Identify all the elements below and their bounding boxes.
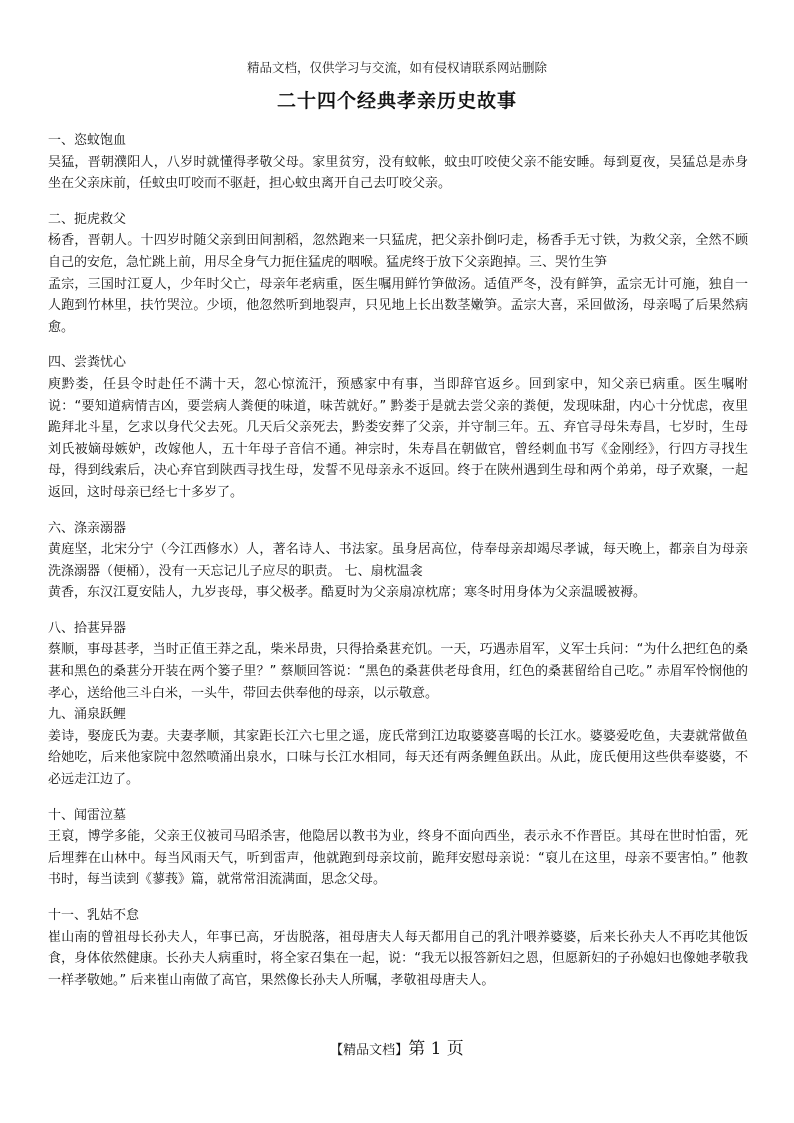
story-text: 姜诗，娶庞氏为妻。夫妻孝顺，其家距长江六七里之遥，庞氏常到江边取婆婆喜喝的长江水。婆婆爱吃鱼，夫妻就常做鱼给她吃，后来他家院中忽然喷涌出泉水，口味与长江水相同，每天还有两条鲤鱼跃出。从此，庞氏便用这些供奉婆婆，不必远走江边了。 bbox=[48, 728, 748, 788]
story-text: 王裒，博学多能，父亲王仪被司马昭杀害，他隐居以教书为业，终身不面向西坐，表示永不作晋臣。其母在世时怕雷，死后埋葬在山林中。每当风雨天气，听到雷声，他就跑到母亲坟前，跪拜安慰母亲说：“裒儿在这里，母亲不要害怕。” 他教书时，每当读到《蓼莪》篇，就常常泪流满面，思念父母。 bbox=[48, 829, 748, 888]
story-heading: 十、闻雷泣墓 bbox=[48, 807, 127, 823]
story-heading: 六、涤亲溺器 bbox=[48, 520, 127, 536]
story-text: 杨香，晋朝人。十四岁时随父亲到田间割稻，忽然跑来一只猛虎，把父亲扑倒叼走，杨香手无寸铁，为救父亲，全然不顾自己的安危，急忙跳上前，用尽全身气力扼住猛虎的咽喉。猛虎终于放下父亲跑掉。三、哭竹生笋 bbox=[48, 233, 748, 270]
story-section bbox=[48, 805, 748, 891]
story-section bbox=[48, 618, 748, 704]
story-heading: 四、尝粪忧心 bbox=[48, 355, 127, 371]
story-heading: 十一、乳姑不怠 bbox=[48, 908, 140, 923]
story-section bbox=[48, 905, 748, 991]
document-body bbox=[48, 130, 748, 991]
story-section bbox=[48, 130, 748, 195]
story-heading: 一、恣蚊饱血 bbox=[48, 133, 127, 148]
story-section bbox=[48, 209, 748, 274]
page-footer bbox=[0, 1034, 794, 1059]
story-text: 孟宗，三国时江夏人，少年时父亡，母亲年老病重，医生嘱用鲜竹笋做汤。适值严冬，没有鲜笋，孟宗无计可施，独自一人跑到竹林里，扶竹哭泣。少顷，他忽然听到地裂声，只见地上长出数茎嫩笋。孟宗大喜，采回做汤，母亲喝了后果然病愈。 bbox=[48, 276, 748, 335]
document-title: 二十四个经典孝亲历史故事 bbox=[276, 90, 517, 112]
story-text: 蔡顺，事母甚孝，当时正值王莽之乱，柴米昂贵，只得拾桑葚充饥。一天，巧遇赤眉军，义军士兵问：“为什么把红色的桑葚和黑色的桑葚分开装在两个篓子里？” 蔡顺回答说：“黑色的桑葚供老母食用，红色的桑葚留给自己吃。” 赤眉军怜悯他的孝心，送给他三斗白米，一头牛，带回去供奉他的母亲，以示敬意。 bbox=[48, 642, 748, 701]
story-heading: 九、涌泉跃鲤 bbox=[48, 707, 127, 723]
story-text: 吴猛，晋朝濮阳人，八岁时就懂得孝敬父母。家里贫穷，没有蚊帐，蚊虫叮咬使父亲不能安睡。每到夏夜，吴猛总是赤身坐在父亲床前，任蚊虫叮咬而不驱赶，担心蚊虫离开自己去叮咬父亲。 bbox=[48, 154, 748, 192]
story-section bbox=[48, 274, 748, 339]
story-text: 黄庭坚，北宋分宁（今江西修水）人，著名诗人、书法家。虽身居高位，侍奉母亲却竭尽孝诚，每天晚上，都亲自为母亲洗涤溺器（便桶），没有一天忘记儿子应尽的职责。 七、扇枕温衾 bbox=[48, 542, 748, 579]
story-heading: 二、扼虎救父 bbox=[48, 211, 127, 227]
footer-label: 【精品文档】 bbox=[330, 1043, 409, 1058]
page-number: 第 1 页 bbox=[408, 1039, 464, 1059]
story-text: 黄香，东汉江夏安陆人，九岁丧母，事父极孝。酷夏时为父亲扇凉枕席；寒冬时用身体为父亲温暖被褥。 bbox=[48, 585, 647, 601]
story-text: 崔山南的曾祖母长孙夫人，年事已高，牙齿脱落，祖母唐夫人每天都用自己的乳汁喂养婆婆，后来长孙夫人不再吃其他饭食，身体依然健康。长孙夫人病重时，将全家召集在一起，说：“我无以报答新妇之恩，但愿新妇的子孙媳妇也像她孝敬我一样孝敬她。” 后来崔山南做了高官，果然像长孙夫人所嘱，孝敬祖母唐夫人。 bbox=[48, 929, 748, 988]
header-note: 精品文档，仅供学习与交流，如有侵权请联系网站删除 bbox=[246, 60, 547, 75]
story-section bbox=[48, 518, 748, 583]
story-heading: 八、拾葚异器 bbox=[48, 620, 127, 636]
story-section bbox=[48, 352, 748, 503]
story-section bbox=[48, 704, 748, 790]
story-text: 庾黔娄，任县令时赴任不满十天，忽心惊流汗，预感家中有事，当即辞官返乡。回到家中，知父亲已病重。医生嘱咐说：“要知道病情吉凶，要尝病人粪便的味道，味苦就好。” 黔娄于是就去尝父亲的粪便，发现味甜，内心十分忧虑，夜里跪拜北斗星，乞求以身代父去死。几天后父亲死去，黔娄安葬了父亲，并守制三年。五、弃官寻母朱寿昌，七岁时，生母刘氏被嫡母嫉妒，改嫁他人，五十年母子音信不通。神宗时，朱寿昌在朝做官，曾经刺血书写《金刚经》，行四方寻找生母，得到线索后，决心弃官到陕西寻找生母，发誓不见母亲永不返回。终于在陕州遇到生母和两个弟弟，母子欢聚，一起返回，这时母亲已经七十多岁了。 bbox=[48, 376, 748, 500]
story-section bbox=[48, 582, 748, 604]
